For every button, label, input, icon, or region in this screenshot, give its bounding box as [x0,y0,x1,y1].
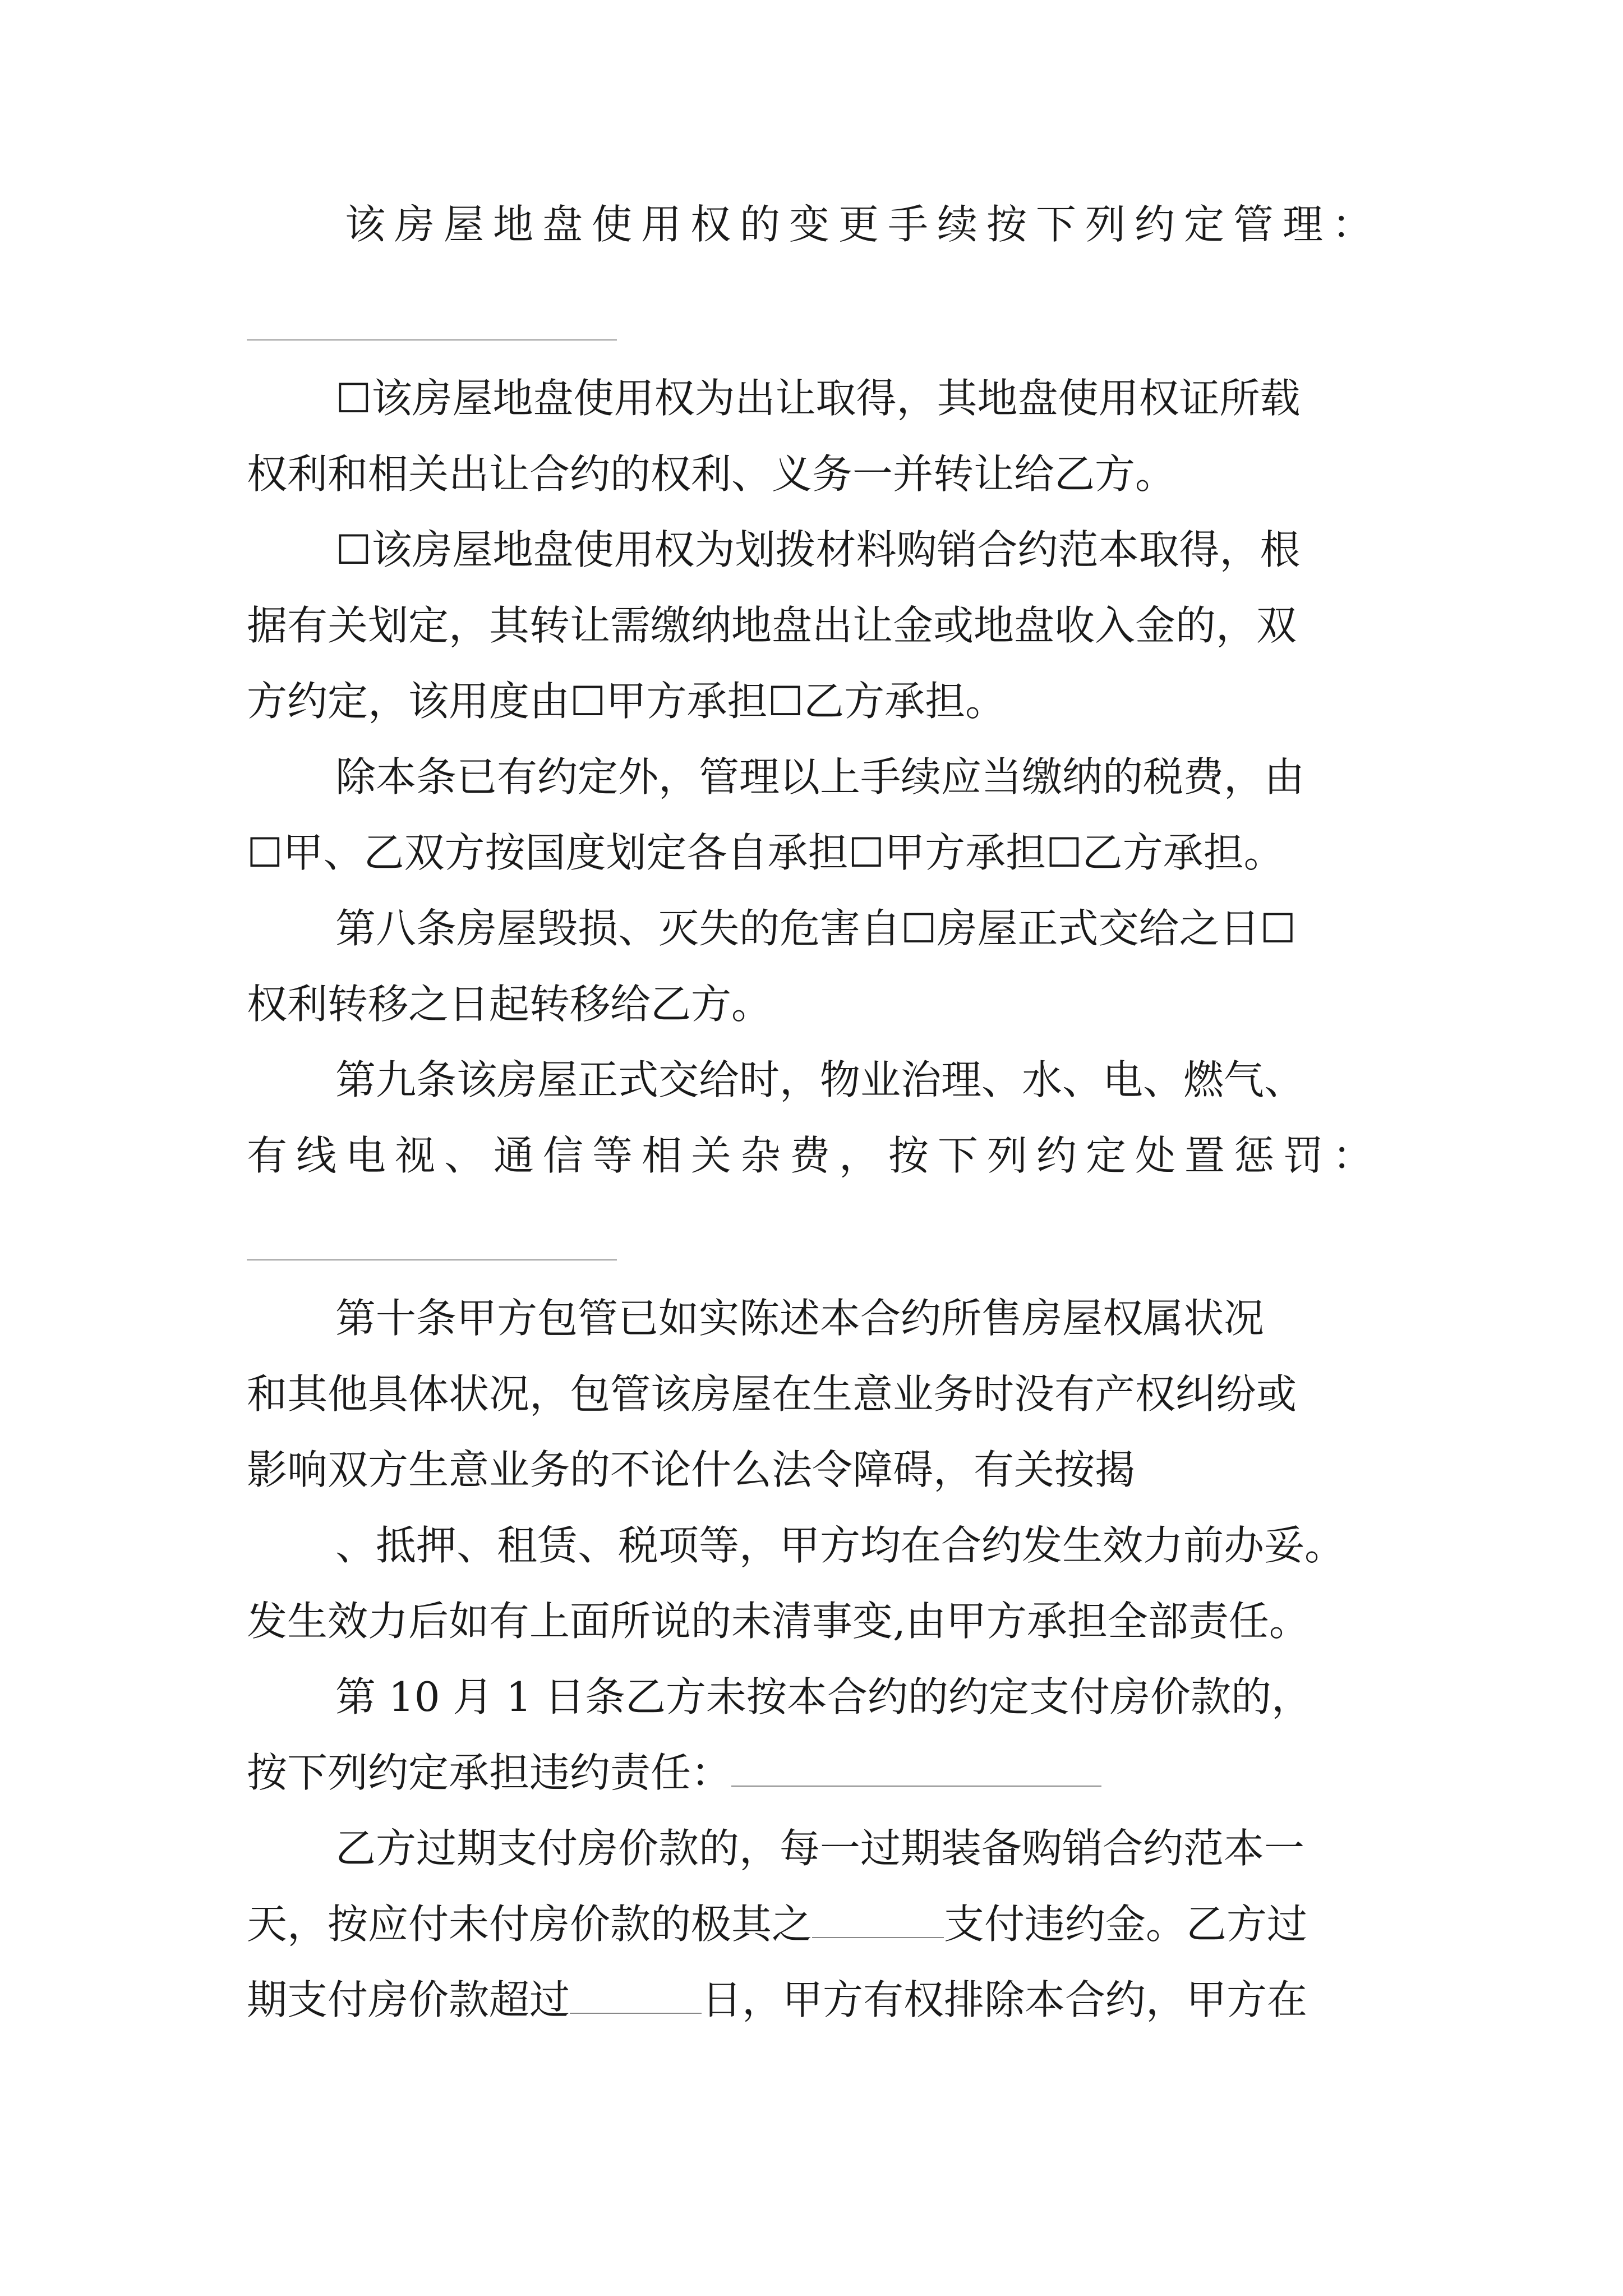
paragraph-line: 第 10 月 1 日条乙方未按本合约的约定支付房价款的， [335,1673,1312,1720]
paragraph-line: 权利转移之日起转移给乙方。 [247,981,772,1028]
paragraph-line: 据有关划定，其转让需缴纳地盘出让金或地盘收入金的，双 [247,602,1297,649]
paragraph-line: 该房屋地盘使用权的变更手续按下列约定管理： [345,201,1382,248]
paragraph-text: 日，甲方有权排除本合约，甲方在 [702,1976,1308,2023]
paragraph-line: 第九条该房屋正式交给时，物业治理、水、电、燃气、 [335,1056,1305,1103]
fill-in-blank-line [570,1979,702,2014]
paragraph-line: 影响双方生意业务的不论什么法令障碍，有关按揭 [247,1446,1136,1493]
paragraph-line: 、抵押、租赁、税项等，甲方均在合约发生效力前办妥。 [335,1522,1345,1569]
paragraph-line: 第八条房屋毁损、灭失的危害自☐房屋正式交给之日☐ [335,905,1297,952]
paragraph-line [247,1972,1307,2028]
paragraph-line: ☐该房屋地盘使用权为出让取得，其地盘使用权证所载 [335,375,1301,422]
paragraph-line [247,1745,1101,1801]
paragraph-line: 第十条甲方包管已如实陈述本合约所售房屋权属状况 [335,1295,1265,1342]
fill-in-blank-line [731,1752,1101,1787]
paragraph-line: 乙方过期支付房价款的，每一过期装备购销合约范本一 [335,1825,1305,1872]
paragraph-line: ☐甲、乙双方按国度划定各自承担☐甲方承担☐乙方承担。 [247,829,1284,876]
paragraph-line: 权利和相关出让合约的权利、义务一并转让给乙方。 [247,450,1176,498]
fill-in-blank-line [247,1259,617,1260]
paragraph-line: 有线电视、通信等相关杂费，按下列约定处置惩罚： [247,1132,1382,1179]
paragraph-text: 期支付房价款超过 [247,1976,570,2023]
fill-in-blank-line [247,339,617,341]
paragraph-line: 方约定，该用度由☐甲方承担☐乙方承担。 [247,678,1006,725]
paragraph-text: 天，按应付未付房价款的极其之 [247,1901,813,1948]
paragraph-line: 和其他具体状况，包管该房屋在生意业务时没有产权纠纷或 [247,1370,1297,1418]
paragraph-text: 支付违约金。乙方过 [944,1901,1308,1948]
paragraph-line: 发生效力后如有上面所说的未清事变,由甲方承担全部责任。 [247,1598,1310,1645]
fill-in-blank-line [812,1903,944,1938]
paragraph-line: 除本条已有约定外，管理以上手续应当缴纳的税费，由 [335,753,1305,800]
paragraph-line: ☐该房屋地盘使用权为划拨材料购销合约范本取得，根 [335,526,1301,573]
paragraph-line [247,1896,1307,1952]
paragraph-text: 按下列约定承担违约责任： [247,1749,732,1796]
